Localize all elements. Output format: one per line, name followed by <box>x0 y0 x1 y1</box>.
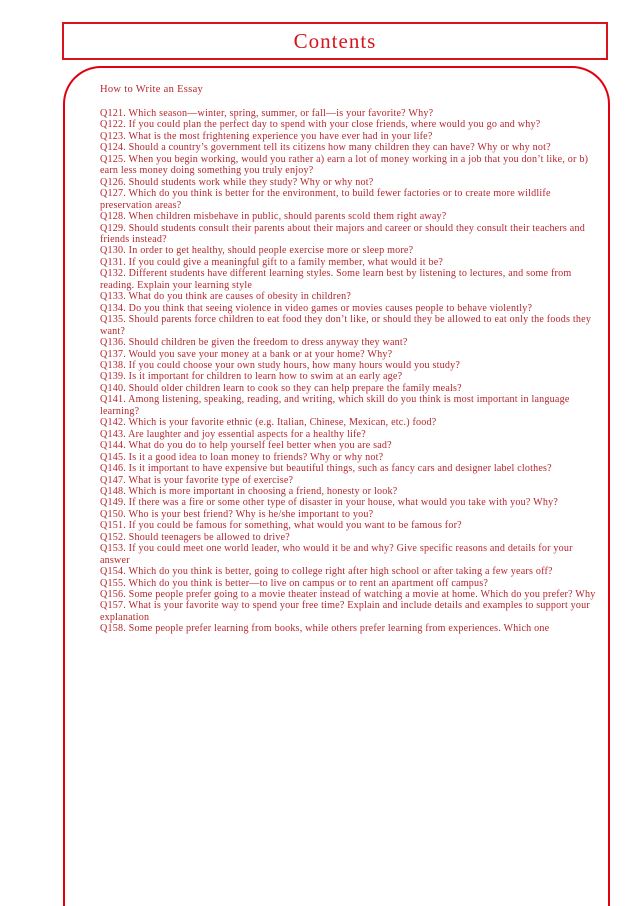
toc-entry[interactable]: Q127. Which do you think is better for the environment, to build fewer factories or to create more wildlife preservation areas? <box>100 188 551 211</box>
toc-entry[interactable]: Q157. What is your favorite way to spend your free time? Explain and include details and examples to support your explanation <box>100 600 590 623</box>
toc-entry[interactable]: Q146. Is it important to have expensive but beautiful things, such as fancy cars and designer label clothes? <box>100 463 552 475</box>
toc-entry[interactable]: Q132. Different students have different learning styles. Some learn best by listening to lectures, and some from reading. Explain your learning style <box>100 268 572 291</box>
toc-entry[interactable]: Q144. What do you do to help yourself feel better when you are sad? <box>100 440 392 452</box>
toc-entry[interactable]: Q128. When children misbehave in public, should parents scold them right away? <box>100 211 447 223</box>
toc-entry[interactable]: Q153. If you could meet one world leader, who would it be and why? Give specific reasons and details for your answer <box>100 543 573 566</box>
toc-entry[interactable]: Q139. Is it important for children to learn how to swim at an early age? <box>100 371 403 383</box>
toc-entry[interactable]: Q149. If there was a fire or some other type of disaster in your house, what would you take with you? Why? <box>100 497 559 509</box>
toc-entry[interactable]: Q121. Which season—winter, spring, summer, or fall—is your favorite? Why? <box>100 108 434 119</box>
toc-entry[interactable]: Q126. Should students work while they study? Why or why not? <box>100 176 374 188</box>
toc-entry[interactable]: Q140. Should older children learn to cook so they can help prepare the family meals? <box>100 382 462 394</box>
toc-entry[interactable]: Q137. Would you save your money at a bank or at your home? Why? <box>100 348 393 360</box>
toc-entry[interactable]: Q133. What do you think are causes of obesity in children? <box>100 291 352 303</box>
toc-entry[interactable]: Q136. Should children be given the freedom to dress anyway they want? <box>100 337 408 349</box>
toc-entry[interactable]: Q152. Should teenagers be allowed to drive? <box>100 531 290 543</box>
toc-entry[interactable]: Q142. Which is your favorite ethnic (e.g. Italian, Chinese, Mexican, etc.) food? <box>100 417 437 429</box>
toc-entry[interactable]: Q156. Some people prefer going to a movie theater instead of watching a movie at home. Which do you prefer? Why <box>100 589 596 601</box>
toc-entry[interactable]: Q141. Among listening, speaking, reading, and writing, which skill do you think is most important in language learning? <box>100 394 570 417</box>
toc-entry[interactable]: Q151. If you could be famous for something, what would you want to be famous for? <box>100 520 462 532</box>
toc-entry[interactable]: Q134. Do you think that seeing violence in video games or movies causes people to behave violently? <box>100 302 533 314</box>
page-title: Contents <box>293 28 377 53</box>
toc-entry[interactable]: Q148. Which is more important in choosing a friend, honesty or look? <box>100 485 398 497</box>
toc-entry[interactable]: Q131. If you could give a meaningful gift to a family member, what would it be? <box>100 256 444 268</box>
toc-entry[interactable]: Q125. When you begin working, would you rather a) earn a lot of money working in a job that you don’t like, or b) earn less money doing something you truly enjoy? <box>100 153 589 177</box>
contents-title-box <box>62 22 608 60</box>
toc-entry[interactable]: Q130. In order to get healthy, should people exercise more or sleep more? <box>100 245 414 257</box>
toc-entry[interactable]: Q158. Some people prefer learning from books, while others prefer learning from experiences. Which one <box>100 623 550 635</box>
toc-entry[interactable]: Q123. What is the most frightening experience you have ever had in your life? <box>100 130 433 142</box>
toc-entry[interactable]: Q147. What is your favorite type of exercise? <box>100 474 294 486</box>
toc-entry[interactable]: Q129. Should students consult their parents about their majors and career or should they consult their teachers and friends instead? <box>100 222 585 245</box>
toc-entry[interactable]: Q135. Should parents force children to eat food they don’t like, or should they be allowed to eat only the foods they want? <box>100 314 592 337</box>
toc-entry[interactable]: Q138. If you could choose your own study hours, how many hours would you study? <box>100 359 461 371</box>
toc-entry[interactable]: Q143. Are laughter and joy essential aspects for a healthy life? <box>100 428 366 440</box>
toc-list <box>100 108 600 635</box>
toc-entry[interactable]: Q122. If you could plan the perfect day to spend with your close friends, where would you go and why? <box>100 119 541 131</box>
section-heading[interactable]: How to Write an Essay <box>100 84 204 95</box>
toc-entry[interactable]: Q155. Which do you think is better—to live on campus or to rent an apartment off campus? <box>100 577 489 589</box>
toc-entry[interactable]: Q145. Is it a good idea to loan money to friends? Why or why not? <box>100 451 384 463</box>
toc-entry[interactable]: Q150. Who is your best friend? Why is he/she important to you? <box>100 508 374 520</box>
toc-entry[interactable]: Q154. Which do you think is better, going to college right after high school or after taking a few years off? <box>100 566 553 578</box>
toc-entry[interactable]: Q124. Should a country’s government tell its citizens how many children they can have? Why or why not? <box>100 142 551 154</box>
